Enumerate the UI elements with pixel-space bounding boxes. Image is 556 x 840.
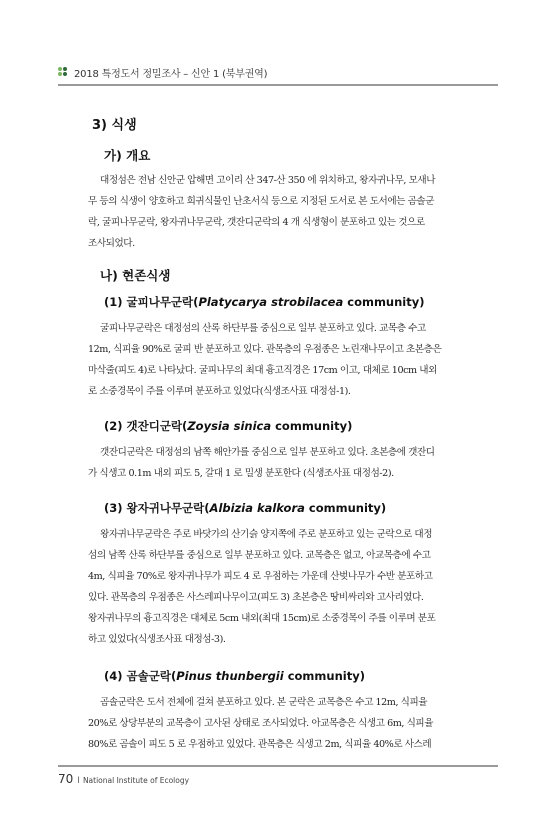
community-paragraph <box>88 524 492 650</box>
paragraph-line: 80%로 곰솔이 피도 5 로 우점하고 있었다. 관목층은 식생고 2m, 식피율 40%로 사스레 <box>88 739 432 750</box>
heading-prefix: (4) 곰솔군락( <box>104 669 177 683</box>
paragraph-line: 12m, 식피율 90%로 굴피 반 분포하고 있다. 관목층의 우점종은 노린재나무이고 초본층은 <box>88 344 442 355</box>
heading-prefix: (3) 왕자귀나무군락( <box>104 501 210 515</box>
paragraph-line: 하고 있었다(식생조사표 대정섬-3). <box>88 634 226 645</box>
latin-name: Albizia kalkora <box>209 501 305 515</box>
heading-suffix: community) <box>271 419 353 433</box>
footer-divider <box>58 765 498 767</box>
footer-separator: I <box>77 776 80 786</box>
current-vegetation-heading: 나) 현존식생 <box>100 268 171 283</box>
paragraph-line: 20%로 상당부분의 교목층이 고사된 상태로 조사되었다. 아교목층은 식생고 6m, 식피율 <box>88 718 434 729</box>
overview-heading: 가) 개요 <box>104 148 151 163</box>
latin-name: Pinus thunbergii <box>176 669 284 683</box>
page-number: 70 <box>58 772 74 786</box>
latin-name: Zoysia sinica <box>187 419 272 433</box>
community-heading <box>104 500 386 516</box>
paragraph-line: 섬의 남쪽 산록 하단부를 중심으로 일부 분포하고 있다. 교목층은 없고, 아교목층에 수고 <box>88 550 431 561</box>
community-paragraph <box>88 318 492 402</box>
header-dots-icon <box>58 67 70 77</box>
paragraph-line: 대정섬은 전남 신안군 압해면 고이리 산 347-산 350 에 위치하고, 왕자귀나무, 모새나 <box>100 175 436 186</box>
paragraph-line: 왕자귀나무의 흉고직경은 대체로 5cm 내외(최대 15cm)로 소중경목이 주를 이루며 분포 <box>88 613 436 624</box>
heading-prefix: (1) 굴피나무군락( <box>104 295 199 309</box>
page-footer <box>58 772 189 786</box>
header-title: 2018 특정도서 정밀조사 – 신안 1 (북부권역) <box>74 68 268 80</box>
section-title: 3) 식생 <box>92 118 137 133</box>
paragraph-line: 무 등의 식생이 양호하고 희귀식물인 난초서식 등으로 지정된 도서로 본 도서에는 곰솔군 <box>88 196 435 207</box>
community-paragraph <box>88 442 492 484</box>
paragraph-line: 굴피나무군락은 대정섬의 산록 하단부를 중심으로 일부 분포하고 있다. 교목층 수고 <box>100 323 426 334</box>
community-heading <box>104 668 365 684</box>
paragraph-line: 4m, 식피율 70%로 왕자귀나무가 피도 4 로 우점하는 가운데 산벚나무가 수반 분포하고 <box>88 571 433 582</box>
institution-name: National Institute of Ecology <box>82 776 190 785</box>
paragraph-line: 곰솔군락은 도서 전체에 걸쳐 분포하고 있다. 본 군락은 교목층은 수고 12m, 식피율 <box>100 697 428 708</box>
latin-name: Platycarya strobilacea <box>198 295 344 309</box>
community-heading <box>104 418 352 434</box>
paragraph-line: 가 식생고 0.1m 내외 피도 5, 갈대 1 로 밀생 분포한다 (식생조사표 대정섬-2). <box>88 468 394 479</box>
paragraph-line: 있다. 관목층의 우점종은 사스레피나무이고(피도 3) 초본층은 땅비싸리와 고사리였다. <box>88 592 424 603</box>
heading-suffix: community) <box>283 669 365 683</box>
paragraph-line: 로 소중경목이 주를 이루며 분포하고 있었다(식생조사표 대정섬-1). <box>88 386 351 397</box>
heading-suffix: community) <box>304 501 387 515</box>
community-heading <box>104 294 425 310</box>
overview-paragraph <box>88 170 492 254</box>
community-paragraph <box>88 692 492 755</box>
heading-suffix: community) <box>343 295 425 309</box>
paragraph-line: 조사되었다. <box>88 238 135 249</box>
paragraph-line: 갯잔디군락은 대정섬의 남쪽 해안가를 중심으로 일부 분포하고 있다. 초본층에 갯잔디 <box>100 447 435 458</box>
header-divider <box>58 84 498 86</box>
paragraph-line: 락, 굴피나무군락, 왕자귀나무군락, 갯잔디군락의 4 개 식생형이 분포하고 있는 것으로 <box>88 217 425 228</box>
paragraph-line: 마삭줄(피도 4)로 나타났다. 굴피나무의 최대 흉고직경은 17cm 이고, 대체로 10cm 내외 <box>88 365 437 376</box>
running-header <box>58 64 267 80</box>
heading-prefix: (2) 갯잔디군락( <box>104 419 188 433</box>
paragraph-line: 왕자귀나무군락은 주로 바닷가의 산기슭 양지쪽에 주로 분포하고 있는 군락으로 대정 <box>100 529 433 540</box>
